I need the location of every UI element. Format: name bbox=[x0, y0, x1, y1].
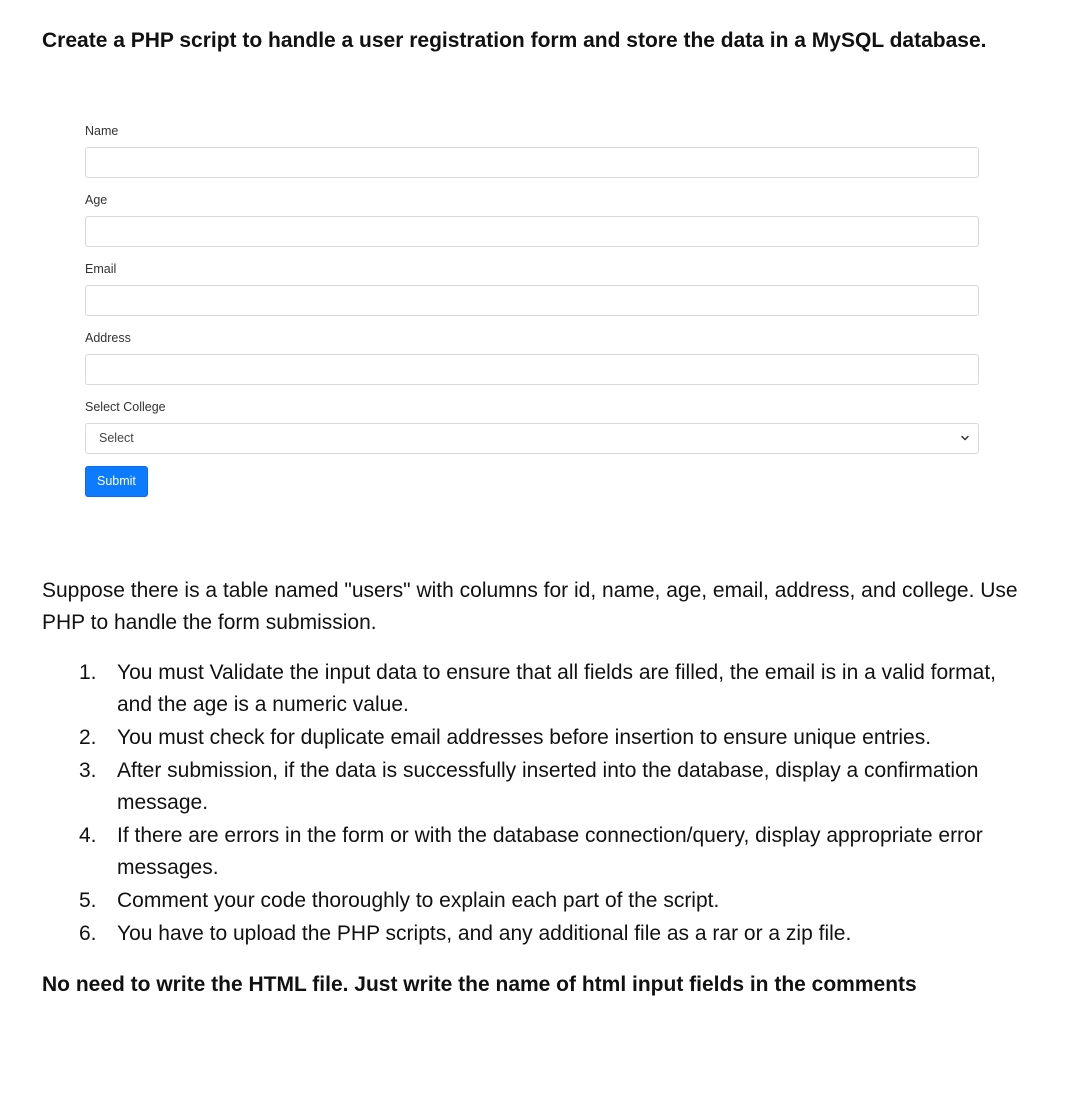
email-input[interactable] bbox=[85, 285, 979, 316]
email-label: Email bbox=[85, 262, 117, 276]
list-item-text: You have to upload the PHP scripts, and any additional file as a rar or a zip file. bbox=[117, 922, 852, 945]
list-item-text: After submission, if the data is successfully inserted into the database, display a confirmation message. bbox=[117, 759, 979, 814]
list-item bbox=[42, 885, 1032, 917]
list-item-text: Comment your code thoroughly to explain each part of the script. bbox=[117, 889, 720, 912]
task-heading: Create a PHP script to handle a user registration form and store the data in a MySQL database. bbox=[42, 29, 987, 52]
chevron-down-icon bbox=[960, 433, 970, 443]
intro-paragraph: Suppose there is a table named "users" with columns for id, name, age, email, address, and college. Use PHP to handle the form submission. bbox=[42, 579, 1018, 634]
age-label: Age bbox=[85, 193, 108, 207]
college-select-value: Select bbox=[99, 431, 134, 445]
list-item-number: 3. bbox=[79, 759, 97, 782]
requirements-list bbox=[42, 657, 1032, 951]
list-item bbox=[42, 722, 1032, 754]
name-input[interactable] bbox=[85, 147, 979, 178]
college-select[interactable] bbox=[85, 423, 979, 454]
name-label: Name bbox=[85, 124, 119, 138]
age-input[interactable] bbox=[85, 216, 979, 247]
list-item-number: 6. bbox=[79, 922, 97, 945]
list-item-number: 4. bbox=[79, 824, 97, 847]
list-item-number: 5. bbox=[79, 889, 97, 912]
college-label: Select College bbox=[85, 400, 166, 414]
list-item-text: You must check for duplicate email addresses before insertion to ensure unique entries. bbox=[117, 726, 932, 749]
list-item bbox=[42, 918, 1032, 950]
submit-button[interactable]: Submit bbox=[85, 466, 148, 497]
list-item bbox=[42, 657, 1032, 721]
list-item bbox=[42, 755, 1032, 819]
list-item-text: If there are errors in the form or with the database connection/query, display appropriate error messages. bbox=[117, 824, 983, 879]
address-input[interactable] bbox=[85, 354, 979, 385]
address-label: Address bbox=[85, 331, 131, 345]
registration-form bbox=[85, 118, 979, 497]
list-item-number: 1. bbox=[79, 661, 97, 684]
list-item bbox=[42, 820, 1032, 884]
list-item-text: You must Validate the input data to ensure that all fields are filled, the email is in a valid format, and the age is a numeric value. bbox=[117, 661, 996, 716]
list-item-number: 2. bbox=[79, 726, 97, 749]
footer-note: No need to write the HTML file. Just write the name of html input fields in the comments bbox=[42, 973, 917, 996]
